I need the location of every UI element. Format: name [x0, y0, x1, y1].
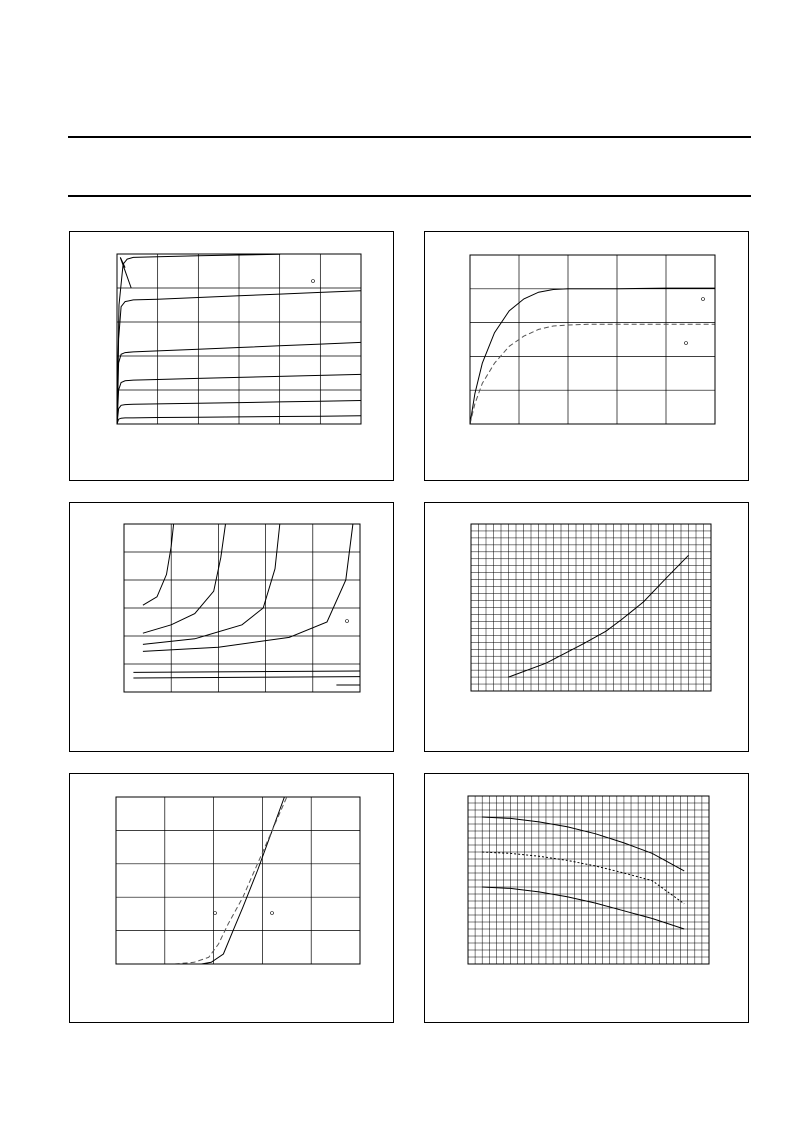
chart-panel-2 — [424, 231, 749, 481]
chart-5-series-line-2 — [175, 797, 287, 964]
chart-2-series-line-2 — [470, 324, 715, 424]
chart-5-svg — [70, 774, 395, 1024]
chart-3-series-line-6 — [133, 677, 360, 678]
chart-6-grid — [468, 796, 709, 964]
chart-panel-6 — [424, 773, 749, 1023]
chart-3-series — [133, 524, 360, 685]
chart-2-marker-dashed — [685, 342, 688, 345]
chart-1-grid — [117, 254, 361, 424]
chart-panel-4 — [424, 502, 749, 752]
chart-5-plot-frame — [116, 797, 360, 964]
chart-2-series — [470, 288, 715, 424]
chart-2-series-line-1 — [470, 288, 715, 424]
chart-3-series-line-2 — [143, 524, 226, 633]
chart-5-series — [175, 797, 287, 964]
chart-1-svg — [70, 232, 395, 482]
chart-5-grid — [116, 797, 360, 964]
chart-4-svg — [425, 503, 750, 753]
chart-6-svg — [425, 774, 750, 1024]
chart-2-plot-frame — [470, 255, 715, 424]
header-rule — [68, 195, 751, 197]
chart-1-marker — [312, 280, 315, 283]
chart-3-series-line-3 — [143, 524, 280, 644]
chart-2-marker-solid — [702, 298, 705, 301]
chart-2-svg — [425, 232, 750, 482]
chart-3-series-line-5 — [133, 671, 360, 672]
chart-3-svg — [70, 503, 395, 753]
top-rule — [68, 136, 751, 138]
chart-panel-3 — [69, 502, 394, 752]
chart-3-series-line-1 — [143, 524, 174, 605]
chart-3-marker — [346, 620, 349, 623]
chart-3-series-line-4 — [143, 524, 353, 651]
chart-6-series-line-2 — [482, 852, 684, 904]
chart-6-series-line-1 — [482, 817, 684, 871]
chart-5-marker-solid — [271, 912, 274, 915]
chart-5-series-line-1 — [175, 797, 285, 964]
chart-panel-5 — [69, 773, 394, 1023]
chart-4-grid — [471, 524, 711, 691]
chart-2-grid — [470, 255, 715, 424]
chart-panel-1 — [69, 231, 394, 481]
chart-3-grid — [124, 524, 360, 692]
